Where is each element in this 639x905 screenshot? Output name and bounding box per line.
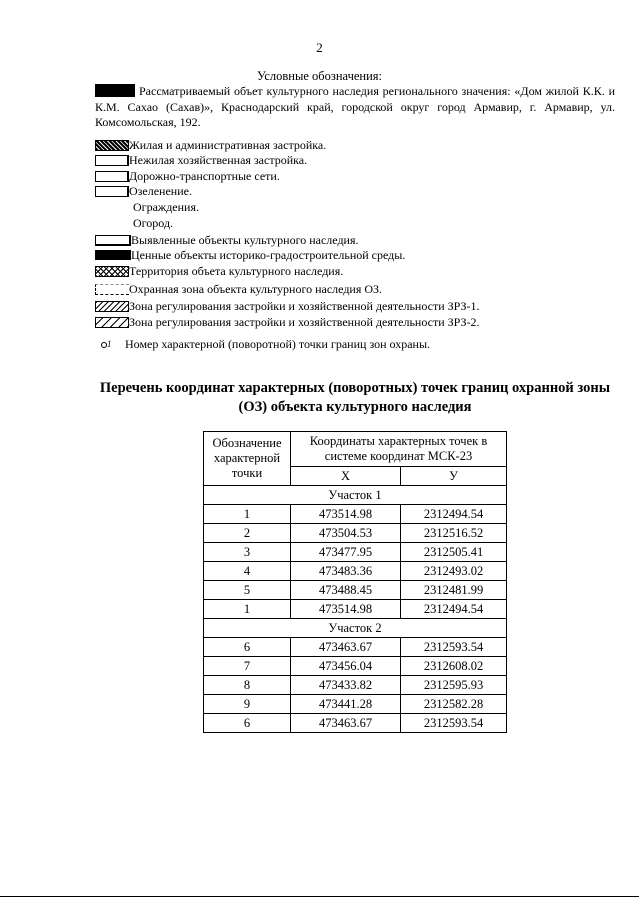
table-row [204, 524, 507, 543]
legend-item-protection-zone: Охранная зона объекта культурного наследия ОЗ. [95, 281, 382, 297]
x-column-header: Х [291, 467, 401, 486]
cell-point: 2 [204, 524, 291, 543]
garden-symbol [95, 218, 133, 229]
legend-item-heritage-territory: Территория объета культурного наследия. [95, 263, 343, 279]
table-header-row [204, 432, 507, 467]
cell-x: 473488.45 [291, 581, 401, 600]
cell-y: 2312516.52 [401, 524, 507, 543]
legend-item-identified-objects: Выявленные объекты культурного наследия. [95, 232, 359, 248]
legend-item-zrz2: Зона регулирования застройки и хозяйственной деятельности ЗРЗ-2. [95, 314, 479, 330]
cell-y: 2312582.28 [401, 695, 507, 714]
cell-y: 2312494.54 [401, 600, 507, 619]
section-row [204, 619, 507, 638]
cell-y: 2312593.54 [401, 638, 507, 657]
table-row [204, 581, 507, 600]
table-row [204, 562, 507, 581]
zrz2-hatch-symbol [95, 317, 129, 328]
legend-item-fences: Ограждения. [95, 199, 199, 215]
coordinates-group-header: Координаты характерных точек в системе координат МСК-23 [291, 432, 507, 467]
cell-y: 2312494.54 [401, 505, 507, 524]
legend-item-garden: Огород. [95, 215, 173, 231]
table-row [204, 657, 507, 676]
cell-y: 2312608.02 [401, 657, 507, 676]
legend-item-residential: Жилая и административная застройка. [95, 137, 326, 153]
legend-item-valuable-objects: Ценные объекты историко-градостроительной среды. [95, 247, 405, 263]
table-row [204, 714, 507, 733]
identified-objects-symbol [95, 235, 131, 246]
cell-y: 2312595.93 [401, 676, 507, 695]
point-marker-icon: 1 [95, 339, 123, 350]
cell-x: 473456.04 [291, 657, 401, 676]
legend-title: Условные обозначения: [256, 69, 383, 83]
valuable-objects-symbol [95, 250, 131, 260]
cell-y: 2312493.02 [401, 562, 507, 581]
cell-point: 4 [204, 562, 291, 581]
cell-x: 473514.98 [291, 600, 401, 619]
cell-x: 473463.67 [291, 638, 401, 657]
cell-point: 9 [204, 695, 291, 714]
greenery-symbol [95, 186, 129, 197]
legend-item-roads: Дорожно-транспортные сети. [95, 168, 280, 184]
page-number: 2 [316, 40, 323, 55]
cell-x: 473441.28 [291, 695, 401, 714]
protection-zone-dashed-symbol [95, 284, 129, 295]
cell-y: 2312481.99 [401, 581, 507, 600]
nonresidential-symbol [95, 155, 129, 166]
cell-x: 473477.95 [291, 543, 401, 562]
cell-point: 5 [204, 581, 291, 600]
cell-y: 2312593.54 [401, 714, 507, 733]
zrz1-hatch-symbol [95, 301, 129, 312]
footer-divider [0, 896, 639, 897]
cell-point: 7 [204, 657, 291, 676]
legend-item-greenery: Озеленение. [95, 183, 192, 199]
legend-item-point-number: 1 Номер характерной (поворотной) точки границ зон охраны. [95, 336, 430, 352]
table-row [204, 543, 507, 562]
table-row [204, 676, 507, 695]
section-row [204, 486, 507, 505]
cell-x: 473433.82 [291, 676, 401, 695]
coordinates-table [203, 431, 507, 733]
table-row [204, 638, 507, 657]
y-column-header: У [401, 467, 507, 486]
cell-point: 6 [204, 714, 291, 733]
section-title: Участок 1 [204, 486, 507, 505]
cell-x: 473483.36 [291, 562, 401, 581]
cell-point: 1 [204, 505, 291, 524]
legend-item-zrz1: Зона регулирования застройки и хозяйственной деятельности ЗРЗ-1. [95, 298, 479, 314]
cell-y: 2312505.41 [401, 543, 507, 562]
table-row [204, 600, 507, 619]
section-title: Участок 2 [204, 619, 507, 638]
cell-point: 6 [204, 638, 291, 657]
table-row [204, 505, 507, 524]
cell-point: 3 [204, 543, 291, 562]
heritage-territory-crosshatch-symbol [95, 266, 129, 277]
fences-symbol [95, 202, 133, 213]
legend-intro-text: Рассматриваемый объет культурного наследия регионального значения: «Дом жилой К.К. и К.М. Сахао (Сахав)», Краснодарский край, городской округ город Армавир, г. Армавир, ул. Комсомольская, 192. [95, 84, 615, 129]
legend-item-nonresidential: Нежилая хозяйственная застройка. [95, 152, 307, 168]
cell-point: 1 [204, 600, 291, 619]
table-row [204, 695, 507, 714]
point-column-header: Обозначение характерной точки [204, 432, 291, 486]
roads-symbol [95, 171, 129, 182]
cell-x: 473514.98 [291, 505, 401, 524]
cell-point: 8 [204, 676, 291, 695]
residential-hatch-symbol [95, 140, 129, 151]
studied-object-symbol [95, 84, 135, 97]
section-heading: Перечень координат характерных (поворотных) точек границ охранной зоны (ОЗ) объекта культурного наследия [99, 380, 611, 415]
cell-x: 473504.53 [291, 524, 401, 543]
legend-intro [95, 84, 615, 131]
cell-x: 473463.67 [291, 714, 401, 733]
